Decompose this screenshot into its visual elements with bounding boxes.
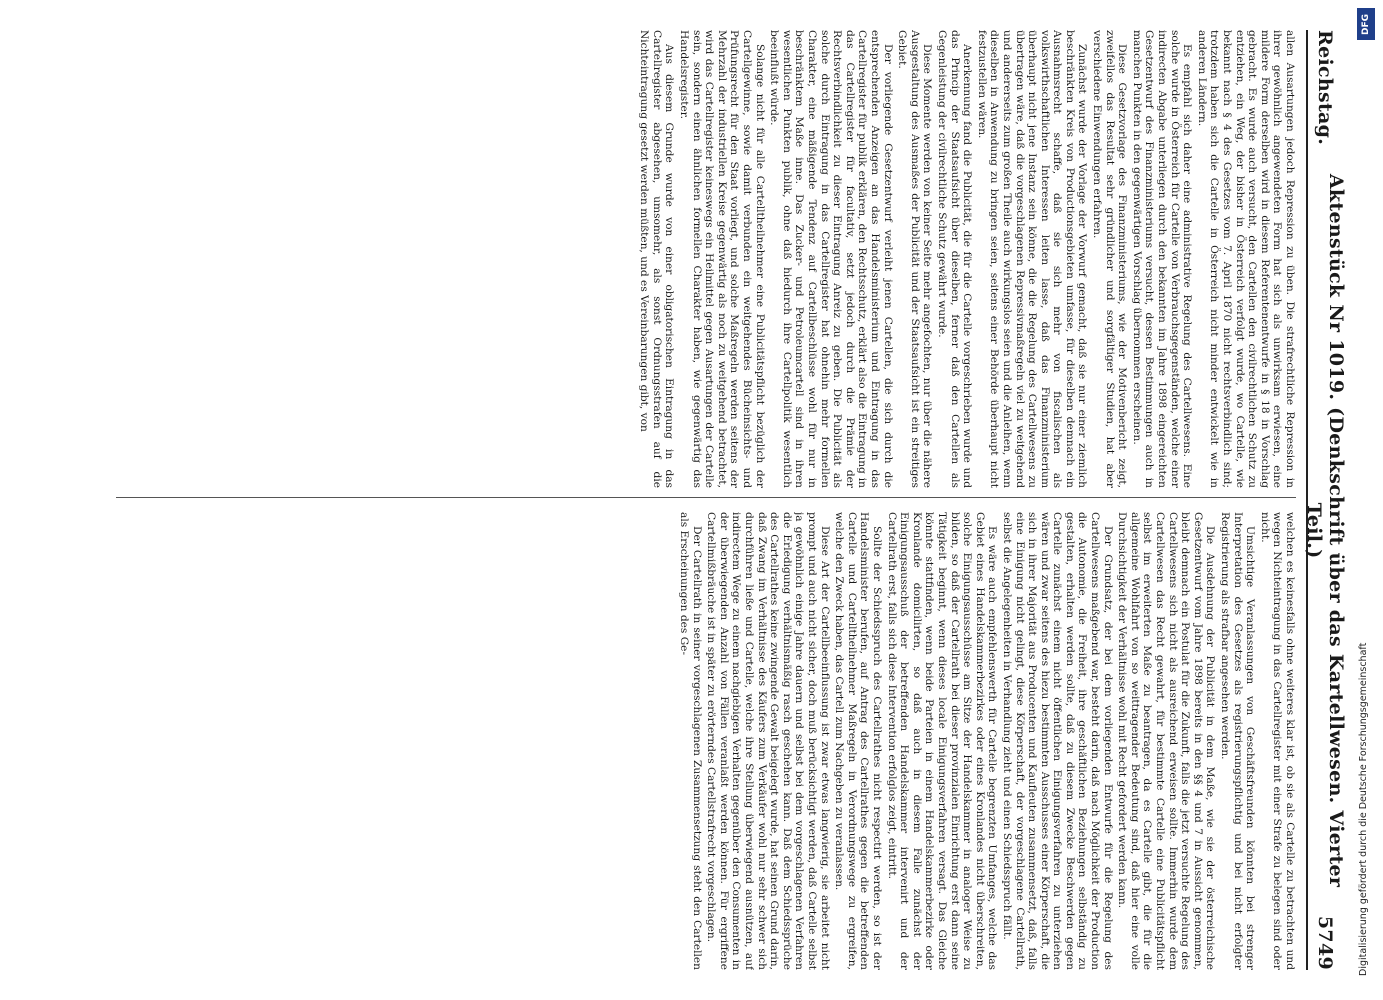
text-column-right (116, 512, 1296, 970)
paragraph: Diese Art der Cartellbeeinflussung ist zwar etwas langwierig, sie arbeitet nicht prompt und auch nicht sicher, doch muß berücksichtigt werden, daß Cartelle selbst ja gewöhnlich einige Jahre dauern und selbst bei dem vorgeschlagenen Verfahren die Erledigung verhältnismäßig rasch geschehen kann. Daß dem Schiedssprüche des Cartellrathes keine zwingende Gewalt beigelegt wurde, hat seinen Grund darin, daß Zwang im Verhältnisse des Käufers zum Verkäufer wohl nur sehr schwer sich durchführen ließe und Cartelle, welche ihre Stellung überwiegend ausnützen, auf indirectem Wege zu einem nachgiebigen Verhalten gegenüber den Consumenten in der überwiegenden Anzahl von Fällen veranlaßt werden können. Für ergriffene Cartellmißbräuche ist in später zu erörterndes Cartellstrafrecht vorgeschlagen. (705, 512, 831, 970)
paragraph: Diese Gesetzvorlage des Finanzministeriums, wie der Motivenbericht zeigt, zweifellos das Resultat sehr gründlicher und sorgfältiger Studien, hat aber verschiedene Einwendungen erfahren. (1091, 30, 1129, 488)
paragraph: Der Grundsatz, der bei dem vorliegenden Entwurfe für die Regelung des Cartellwesens maßgebend war, besteht darin, daß nach Möglichkeit der Production die Autonomie, die Freiheit, ihre geschäftlichen Beziehungen selbständig zu gestalten, erhalten werden sollte, daß zu diesem Zwecke Beschwerden gegen Cartelle zunächst einem nicht öffentlichen Einigungsverfahren zu unterziehen wären und zwar seitens des hiezu bestimmten Ausschusses einer Körperschaft, die sich in ihrer Majorität aus Producenten und Kaufleuten zusammensetzt, daß, falls eine Einigung nicht gelingt, diese Körperschaft, der vorgeschlagene Cartellrath, selbst die Angelegenheiten in Verhandlung zieht und einen Schiedsspruch fällt. (1000, 512, 1114, 970)
paragraph: Solange nicht für alle Cartelltheilnehmer eine Publicitätspflicht bezüglich der Cartellgewinne, sowie damit verbunden ein weitgehendes Bücheinsichts- und Prüfungsrecht für den Staat vorliegt, und solche Maßregeln werden seitens der Mehrzahl der industriellen Kreise gegenwärtig als noch zu weitgehend betrachtet, wird das Cartellregister keineswegs ein Heilmittel gegen Ausartungen der Cartelle sein, sondern einen ähnlichen formellen Charakter haben, wie gegenwärtig das Handelsregister. (678, 30, 766, 488)
column-divider (116, 497, 1296, 498)
page-number: 5749 (1314, 915, 1336, 970)
paragraph: Zunächst wurde der Vorlage der Vorwurf gemacht, daß sie nur einer ziemlich beschränkten Kreis von Productionsgebieten umfasse, für dieselben demnach ein Ausnahmsrecht schaffe, daß sie sich mehr von fiscalischen als volkswirthschaftlichen Interessen leiten lasse, daß das Finanzministerium überhaupt nicht jene Instanz sein könne, die die Regelung des Cartellwesens zu übertragen wäre, daß die vorgeschlagenen Repressivmaßregeln viel zu weitgehend und andererseits zum großen Theile auch wirkungslos seien und die Anleihen, wenn dieselben in Anwendung zu bringen seien, seitens einer Behörde überhaupt nicht festzustellen wären. (975, 30, 1089, 488)
paragraph: welchen es keinesfalls ohne weiteres klar ist, ob sie als Cartelle zu betrachten und wegen Nichteintragung in das Cartellregister mit einer Strafe zu belegen sind oder nicht. (1258, 512, 1296, 970)
document-page (50, 0, 1350, 1000)
paragraph: Umsichtige Veranlassungen von Geschäftsfreunden könnten bei strenger Interpretation des Gesetzes als registrierungspflichtig und bei nicht erfolgter Registrierung als strafbar angesehen werden. (1219, 512, 1257, 970)
paragraph: Anerkennung fand die Publicität, die für die Cartelle vorgeschrieben wurde und das Princip der Staatsaufsicht über dieselben, ferner daß den Cartellen als Gegenleistung der civilrechtliche Schutz gewährt wurde. (935, 30, 974, 488)
paragraph: Der vorliegende Gesetzentwurf verleiht jenen Cartellen, die sich durch die entsprechenden Anzeigen an das Handelsministerium und Eintragung in das Cartellregister für publik erklären, den Rechtsschutz, erklärt also die Eintragung in das Cartellregister für facultativ, setzt jedoch durch die Prämie der Rechtsverbindlichkeit zu dieser Eintragung Anreiz zu geben. Die Publicität als solche durch Eintragung in das Cartellregister hat ohnehin mehr formellen Charakter, eine mäßigende Tendenz auf Cartellbeschlüsse wohl für nur in beschränktem Maße inne. Das Zucker- und Petroleumcartell sind in ihren wesentlichen Punkten publik, ohne daß hiedurch ihre Cartellpolitik wesentlich beeinflußt würde. (768, 30, 894, 488)
paragraph: Es empfahl sich daher eine administrative Regelung des Cartellwesens. Eine solche wurde in Österreich für Cartelle von Verbrauchsgegenständen, welche einer indirecten Abgabe unterliegen durch den bekannten im Jahre 1898 eingereichten Gesetzentwurf des Finanzministeriums versucht, dessen Bestimmungen auch in manchen Punkten in den gegenwärtigen Vorschlag übernommen erscheinen. (1130, 30, 1194, 488)
dfg-logo: DFG (1357, 8, 1375, 40)
page-header (1303, 30, 1347, 970)
paragraph: Es wäre auch empfehlenswerth für Cartelle begrenzten Umfanges, welche das Gebiet eines Handelskammerbezirkes oder eines Kronlandes nicht überschreiten, solche Einigungsausschüsse am Sitze der Handelskammer in analoger Weise zu bilden, so daß der Cartellrath bei dieser provinzialen Einrichtung erst dann seine Tätigkeit beginnt, wenn dieses locale Einigungsverfahren versagt. Das Gleiche könnte stattfinden, wenn beide Parteien in einem Handelskammerbezirke oder Kronlande domicilirten, so daß auch in diesem Falle zunächst der Einigungsausschuß der betreffenden Handelskammer intervenirt und der Cartellrath erst, falls sich diese Intervention erfolglos zeigt, eintritt. (885, 512, 999, 970)
paragraph: Sollte der Schiedsspruch des Cartellrathes nicht respectirt werden, so ist der Handelsminister berufen, auf Antrag des Cartellrathes gegen die betreffenden Cartelle und Cartelltheilnehmer Maßregeln in Verordnungswege zu ergreifen, welche den Zweck haben, das Cartell zum Nachgeben zu veranlassen. (833, 512, 883, 970)
paragraph: Diese Momente werden von keiner Seite mehr angefochten, nur über die nähere Ausgestaltung des Ausmaßes der Publicität und der Staatsaufsicht ist ein streitiges Gebiet. (896, 30, 934, 488)
header-left: Reichstag. (1314, 30, 1336, 146)
paragraph: Die Ausdehnung der Publicität in dem Maße, wie sie der österreichische Gesetzentwurf vom Jahre 1898 bereits in den §§ 4 und 7 in Aussicht genommen, bleibt demnach ein Postulat für die Zukunft, falls die jetzt versuchte Regelung des Cartellwesens sich nicht als ausreichend erweisen sollte. Immerhin wurde dem Cartellwesen das Recht gewahrt, für bestimmte Cartelle eine Publicitätspflicht selbst im erweiterten Maße zu beantragen, da es Cartelle gibt, die für die allgemeine Wohlfahrt von so weittragender Bedeutung sind, daß hier eine volle Durchsichtigkeit der Verhältnisse wohl mit Recht gefordert werden kann. (1116, 512, 1217, 970)
paragraph: Der Cartellrath in seiner vorgeschlagenen Zusammensetzung steht den Cartellen als Erscheinungen des Ge- (678, 512, 703, 970)
text-column-left (116, 30, 1296, 488)
digitization-stamp (1357, 8, 1375, 986)
page-title: Aktenstück Nr 1019. (Denkschrift über das Kartellwesen. Vierter Teil.) (1303, 173, 1347, 888)
digitization-credit: Digitalisierung gefördert durch die Deutsche Forschungsgemeinschaft (1358, 642, 1369, 976)
paragraph: Aus diesem Grunde wurde von einer obligatorischen Eintragung in das Cartellregister abgesehen, umsomehr, als sonst Ordnungsstrafen auf die Nichteintragung gesetzt werden müßten, und es Vereinbarungen gibt, von (638, 30, 676, 488)
paragraph: allen Ausartungen jedoch Repression zu üben. Die strafrechtliche Repression in ihrer gewöhnlich angewendeten Form hat sich als unwirksam erwiesen, eine mildere Form derselben wird in diesem Referentenentwurfe in § 18 in Vorschlag gebracht. Es wurde auch versucht, den Cartellen den civilrechtlichen Schutz zu entziehen, ein Weg, der bisher in Österreich verfolgt wurde, wo Cartelle, wie bekannt nach § 4 des Gesetzes vom 7. April 1870 nicht rechtsverbindlich sind; trotzdem haben sich die Cartelle in Österreich nicht minder entwickelt wie in anderen Ländern. (1195, 30, 1296, 488)
